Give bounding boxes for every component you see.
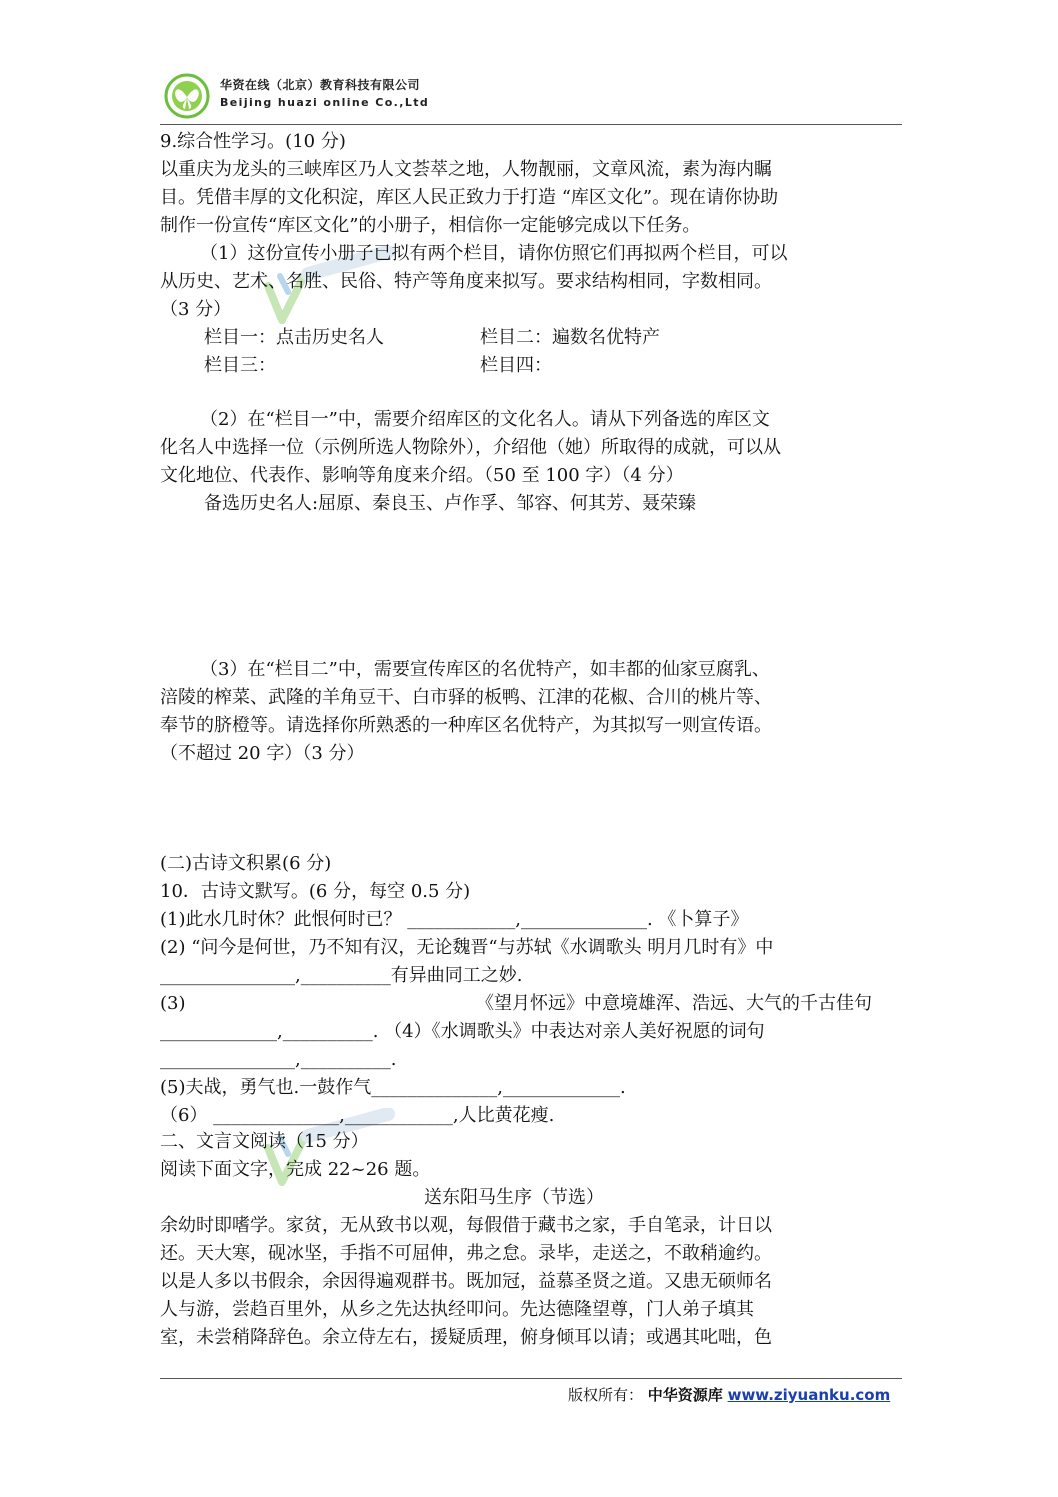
candidate-list: 备选历史名人:屈原、秦良玉、卢作孚、邹容、何其芳、聂荣臻	[204, 493, 697, 514]
fill-blank-line: (1)此水几时休？此恨何时已？ ____________,______________. 《卜算子》	[160, 909, 749, 930]
copyright-label: 版权所有：	[568, 1386, 644, 1404]
body-line: 涪陵的榨菜、武隆的羊角豆干、白市驿的板鸭、江津的花椒、合川的桃片等、	[160, 687, 772, 708]
body-line: 目。凭借丰厚的文化积淀，库区人民正致力于打造 “库区文化”。现在请你协助	[160, 187, 779, 208]
body-line: 化名人中选择一位（示例所选人物除外），介绍他（她）所取得的成就，可以从	[160, 437, 781, 458]
passage-line: 室，未尝稍降辞色。余立侍左右，援疑质理，俯身倾耳以请；或遇其叱咄，色	[160, 1327, 772, 1348]
body-line: 奉节的脐橙等。请选择你所熟悉的一种库区名优特产，为其拟写一则宣传语。	[160, 715, 772, 736]
score-note: （3 分）	[160, 299, 232, 320]
question-9-heading: 9.综合性学习。(10 分)	[160, 131, 346, 152]
column-item-2: 栏目二：遍数名优特产	[480, 327, 660, 348]
company-name-cn: 华资在线（北京）教育科技有限公司	[220, 78, 421, 92]
footer-divider	[160, 1378, 902, 1379]
subquestion-2: （2）在“栏目一”中，需要介绍库区的文化名人。请从下列备选的库区文	[200, 409, 770, 430]
body-line: 制作一份宣传“库区文化”的小册子，相信你一定能够完成以下任务。	[160, 215, 701, 236]
column-item-4: 栏目四：	[480, 355, 552, 376]
fill-blank-line: _______________,__________.	[160, 1049, 397, 1070]
fill-blank-line: (5)夫战，勇气也.一鼓作气______________,_____________.	[160, 1077, 626, 1098]
subquestion-3: （3）在“栏目二”中，需要宣传库区的名优特产，如丰都的仙家豆腐乳、	[200, 659, 770, 680]
fill-blank-line: (2) “问今是何世，乃不知有汉，无论魏晋“与苏轼《水调歌头 明月几时有》中	[160, 937, 774, 958]
company-logo-icon	[164, 73, 210, 119]
fill-blank-line: (3)	[160, 993, 186, 1014]
passage-title: 送东阳马生序（节选）	[424, 1187, 604, 1208]
subquestion-1: （1）这份宣传小册子已拟有两个栏目，请你仿照它们再拟两个栏目，可以	[200, 243, 788, 264]
section-heading: 二、文言文阅读（15 分）	[160, 1131, 369, 1152]
passage-line: 人与游，尝趋百里外，从乡之先达执经叩问。先达德隆望尊，门人弟子填其	[160, 1299, 754, 1320]
fill-blank-line: 《望月怀远》中意境雄浑、浩远、大气的千古佳句	[476, 993, 872, 1014]
site-url-link[interactable]: www.ziyuanku.com	[727, 1386, 891, 1404]
question-10-heading: 10．古诗文默写。(6 分，每空 0.5 分)	[160, 881, 471, 902]
body-line: 以重庆为龙头的三峡库区乃人文荟萃之地，人物靓丽，文章风流，素为海内瞩	[160, 159, 772, 180]
page-header	[160, 70, 900, 124]
header-divider	[160, 124, 902, 125]
passage-line: 以是人多以书假余，余因得遍观群书。既加冠，益慕圣贤之道。又患无硕师名	[160, 1271, 772, 1292]
passage-line: 还。天大寒，砚冰坚，手指不可屈伸，弗之怠。录毕，走送之，不敢稍逾约。	[160, 1243, 772, 1264]
instruction-line: 阅读下面文字，完成 22~26 题。	[160, 1159, 431, 1180]
fill-blank-line: _____________,__________. （4）《水调歌头》中表达对亲人美好祝愿的词句	[160, 1021, 765, 1042]
column-item-1: 栏目一：点击历史名人	[204, 327, 384, 348]
page-footer	[568, 1384, 890, 1405]
passage-line: 余幼时即嗜学。家贫，无从致书以观，每假借于藏书之家，手自笔录，计日以	[160, 1215, 772, 1236]
body-line: 文化地位、代表作、影响等角度来介绍。（50 至 100 字）（4 分）	[160, 465, 684, 486]
score-note: （不超过 20 字）（3 分）	[160, 743, 365, 764]
column-item-3: 栏目三：	[204, 355, 276, 376]
body-line: 从历史、艺术、名胜、民俗、特产等角度来拟写。要求结构相同，字数相同。	[160, 271, 772, 292]
section-heading: (二)古诗文积累(6 分)	[160, 853, 332, 874]
site-name: 中华资源库	[647, 1386, 723, 1404]
company-name-en: Beijing huazi online Co.,Ltd	[220, 96, 430, 109]
fill-blank-line: _______________,__________有异曲同工之妙.	[160, 965, 523, 986]
fill-blank-line: （6） ______________,____________,人比黄花瘦.	[160, 1105, 555, 1126]
